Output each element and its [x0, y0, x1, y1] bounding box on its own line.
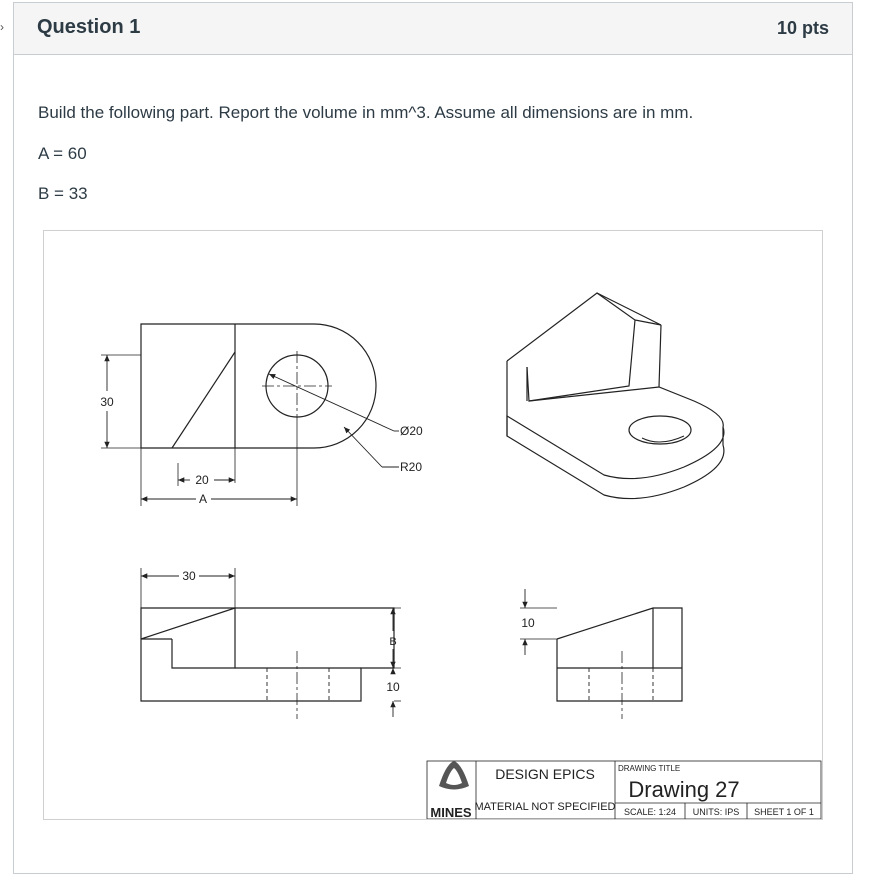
- scale-text: SCALE: 1:24: [623, 807, 677, 817]
- question-points: 10 pts: [776, 18, 829, 38]
- engineering-drawing: [43, 230, 823, 820]
- param-a: A = 60: [38, 144, 87, 163]
- dim-20: 20: [195, 473, 209, 487]
- drawing-svg: [44, 231, 822, 819]
- dim-30-left: 30: [100, 395, 114, 409]
- top-view: [101, 324, 399, 506]
- side-view: [520, 589, 682, 719]
- company-name: DESIGN EPICS: [495, 766, 595, 782]
- param-b: B = 33: [38, 184, 88, 203]
- dim-a: A: [198, 492, 208, 506]
- dim-b: B: [389, 636, 397, 648]
- dim-dia20: Ø20: [400, 424, 423, 438]
- drawing-title-label: DRAWING TITLE: [618, 764, 681, 773]
- units-text: UNITS: IPS: [692, 807, 740, 817]
- question-title: Question 1: [37, 16, 141, 38]
- material-text: MATERIAL NOT SPECIFIED: [474, 801, 616, 813]
- dim-r20: R20: [400, 460, 423, 474]
- question-card: [13, 2, 853, 874]
- drawing-title: Drawing 27: [628, 777, 740, 802]
- dim-10-front: 10: [386, 680, 400, 694]
- front-view: [141, 568, 401, 719]
- edge-caret-icon: ›: [0, 20, 4, 34]
- question-prompt: Build the following part. Report the volume in mm^3. Assume all dimensions are in mm.: [38, 103, 694, 122]
- dim-10-side: 10: [521, 616, 535, 630]
- question-header: [14, 3, 852, 55]
- dim-30-front: 30: [182, 569, 196, 583]
- logo-text: MINES: [430, 805, 472, 819]
- isometric-view: [507, 293, 724, 499]
- sheet-text: SHEET 1 OF 1: [754, 807, 814, 817]
